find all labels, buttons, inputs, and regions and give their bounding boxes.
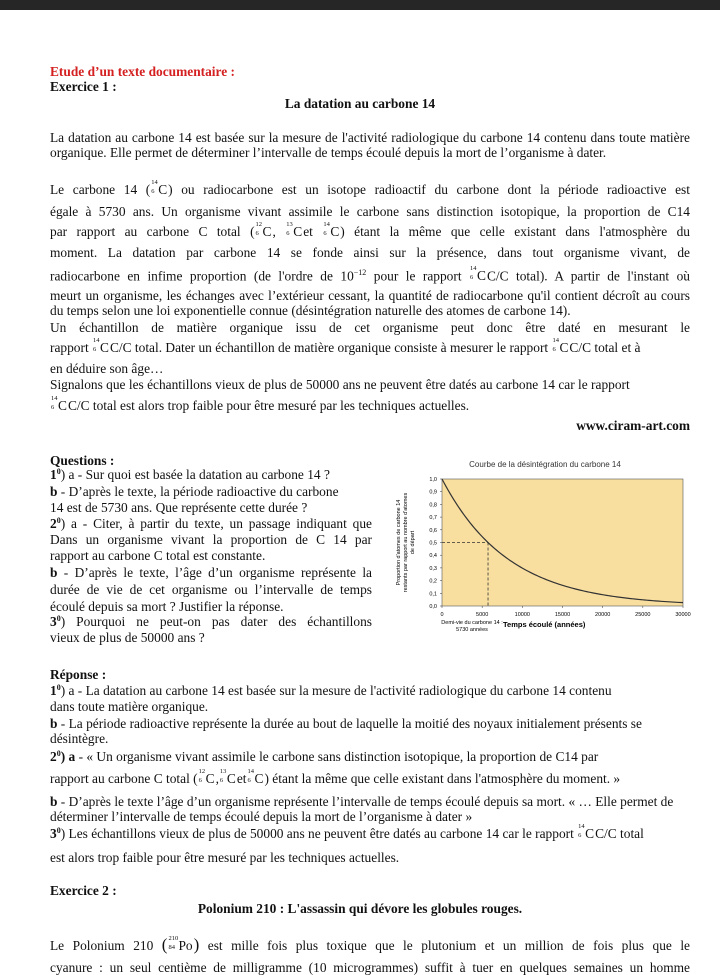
y-tick-label: 0,7	[429, 515, 437, 522]
paragraph-2-line-4: moment. La datation par carbone 14 se fonde ainsi sur la présence, dans tout organisme vivant, de	[50, 245, 690, 260]
paragraph-4-line-1: Signalons que les échantillons vieux de plus de 50000 ans ne peuvent être datés au carbone 14 car le rapport	[50, 377, 630, 392]
question-2a-line-3: rapport au carbone C total est constante.	[50, 548, 266, 563]
answer-2b: b - D’après le texte l’âge d’un organisme représente l’intervalle de temps écoulé depuis sa mort. « … Elle permet de déterminer l’intervalle de temps écoulé depuis la mort de l’organisme à dater »	[50, 794, 674, 824]
answers-heading: Réponse :	[50, 667, 107, 682]
question-2a-line-2: Dans un organisme vivant la proportion de C 14 par	[50, 532, 372, 547]
question-3: $3^0$) Pourquoi ne peut-on pas dater des échantillons	[50, 614, 372, 629]
paragraph-4-line-2: 14 6 CC/C total est alors trop faible pour être mesuré par les techniques actuelles.	[51, 395, 470, 413]
x-tick-label: 0	[440, 612, 444, 618]
x-tick-label: 30000	[675, 612, 691, 618]
paragraph-2-line-5: radiocarbone en infime proportion (de l'ordre de $10^{-12}$ pour le rapport 14 6 CC/C total). A partir de l'instant où	[50, 265, 690, 284]
y-tick-label: 0,8	[429, 502, 437, 509]
x-tick-label: 5000	[476, 612, 489, 618]
y-tick-label: 0,2	[429, 578, 437, 585]
question-2b: b - D’après le texte, l’âge d’un organisme représente la	[50, 565, 372, 580]
answer-1a: $1^0$) a - La datation au carbone 14 est basée sur la mesure de l'activité radiologique du carbone 14 contenu	[50, 683, 612, 698]
question-3-line-2: vieux de plus de 50000 ans ?	[50, 630, 205, 645]
paragraph-2-end: meurt un organisme, les échanges avec l’extérieur cessant, la quantité de radiocarbone qu'il contient décroît au cours du temps selon une loi exponentielle connue (désintégration naturelle des atomes de carbone 14).	[50, 288, 690, 318]
y-tick-label: 0,4	[429, 553, 437, 560]
top-bar	[0, 0, 720, 10]
y-tick-label: 0,5	[429, 540, 437, 547]
x-tick-label: 20000	[595, 612, 611, 618]
exercise1-label: Exercice 1 :	[50, 79, 117, 94]
y-tick-label: 0,1	[429, 591, 437, 598]
answer-2a-line-2: rapport au carbone C total ( 12 6 C, 13 6 Cet 14 6 C) étant la même que celle existant dans l'atmosphère du moment. »	[50, 768, 621, 786]
question-2a: $2^0$) a - Citer, à partir du texte, un passage indiquant que	[50, 516, 372, 531]
answer-1b: b - La période radioactive représente la durée au bout de laquelle la moitié des noyaux initialement présents se désintègre.	[50, 716, 642, 746]
y-axis-label	[396, 493, 416, 593]
exercise2-label: Exercice 2 :	[50, 883, 117, 898]
paragraph-2-line-2: égale à 5730 ans. Un organisme vivant assimile le carbone sans distinction isotopique, la proportion de C14	[50, 204, 690, 219]
paragraph-1: La datation au carbone 14 est basée sur la mesure de l'activité radiologique du carbone 14 contenu dans toute matière organique. Elle permet de déterminer l’intervalle de temps écoulé depuis la mort de l’organisme à dater.	[50, 130, 690, 160]
y-axis-label-line: Proportion d'atomes de carbone 14	[396, 499, 402, 586]
paragraph-3-line-2: rapport 14 6 CC/C total. Dater un échantillon de matière organique consiste à mesurer le rapport 14 6 CC/C total et à	[50, 337, 641, 355]
half-life-label: Demi-vie du carbone 14 :	[441, 620, 503, 626]
y-axis-label-line: de départ	[410, 530, 416, 555]
x-tick-label: 15000	[554, 612, 571, 618]
y-tick-label: 0,6	[429, 527, 437, 534]
chart-title: Courbe de la désintégration du carbone 14	[469, 460, 621, 469]
doc-heading: Etude d’un texte documentaire :	[50, 64, 235, 79]
question-1a: $1^0$) a - Sur quoi est basée la datation au carbone 14 ?	[50, 467, 330, 482]
x-tick-label: 25000	[635, 612, 651, 618]
x-tick-label: 10000	[514, 612, 530, 618]
paragraph-3-line-1: Un échantillon de matière organique issu de cet organisme peut donc être daté en mesurant le	[50, 320, 690, 335]
question-1b: b - D’après le texte, la période radioactive du carbone	[50, 484, 339, 499]
answer-2a: $2^0$) a - « Un organisme vivant assimile le carbone sans distinction isotopique, la proportion de C14 par	[50, 749, 599, 764]
y-tick-label: 0,3	[429, 565, 437, 572]
y-tick-label: 1,0	[429, 477, 437, 483]
y-axis-label-line: restants par rapport au nombre d'atomes	[403, 492, 409, 593]
exercise2-line-2: cyanure : un seul centième de milligramme (10 microgrammes) suffit à tuer en quelques semaines un homme	[50, 960, 690, 975]
exercise2-title: Polonium 210 : L'assassin qui dévore les globules rouges.	[197, 901, 523, 916]
article-title: La datation au carbone 14	[284, 96, 436, 111]
source-link: www.ciram-art.com	[576, 418, 690, 433]
c14-nuclide: 14 6 C	[151, 179, 168, 197]
paragraph-2-line-3: par rapport au carbone C total ( 12 6 C, 13 6 Cet 14 6 C) étant la même que celle existant dans l'atmosphère du	[50, 221, 690, 239]
exercise2-line-1: Le Polonium 210 ( 210 84 Po) est mille fois plus toxique que le plutonium et un million de fois plus que le	[50, 935, 690, 954]
paragraph-3-line-3: en déduire son âge…	[50, 361, 164, 376]
question-2b-line-3: écoulé depuis sa mort ? Justifier la réponse.	[50, 599, 284, 614]
decay-chart	[380, 455, 700, 655]
answer-3: $3^0$) Les échantillons vieux de plus de 50000 ans ne peuvent être datés au carbone 14 car le rapport 14 6 CC/C total	[50, 823, 644, 841]
paragraph-2-line-1: Le carbone 14 ( 14 6 C) ou radiocarbone est un isotope radioactif du carbone dont la période radioactive est	[50, 179, 690, 197]
questions-heading: Questions :	[50, 453, 115, 468]
answer-1a-line-2: dans toute matière organique.	[50, 699, 209, 714]
answer-3-line-2: est alors trop faible pour être mesuré par les techniques actuelles.	[50, 850, 400, 865]
question-2b-line-2: durée de vie de cet organisme ou l’intervalle de temps	[50, 582, 372, 597]
y-tick-label: 0,9	[429, 489, 437, 496]
question-1b-line-2: 14 est de 5730 ans. Que représente cette durée ?	[50, 500, 308, 515]
x-axis-label: Temps écoulé (années)	[503, 620, 586, 629]
y-tick-label: 0,0	[429, 604, 437, 610]
half-life-value: 5730 années	[456, 627, 488, 633]
